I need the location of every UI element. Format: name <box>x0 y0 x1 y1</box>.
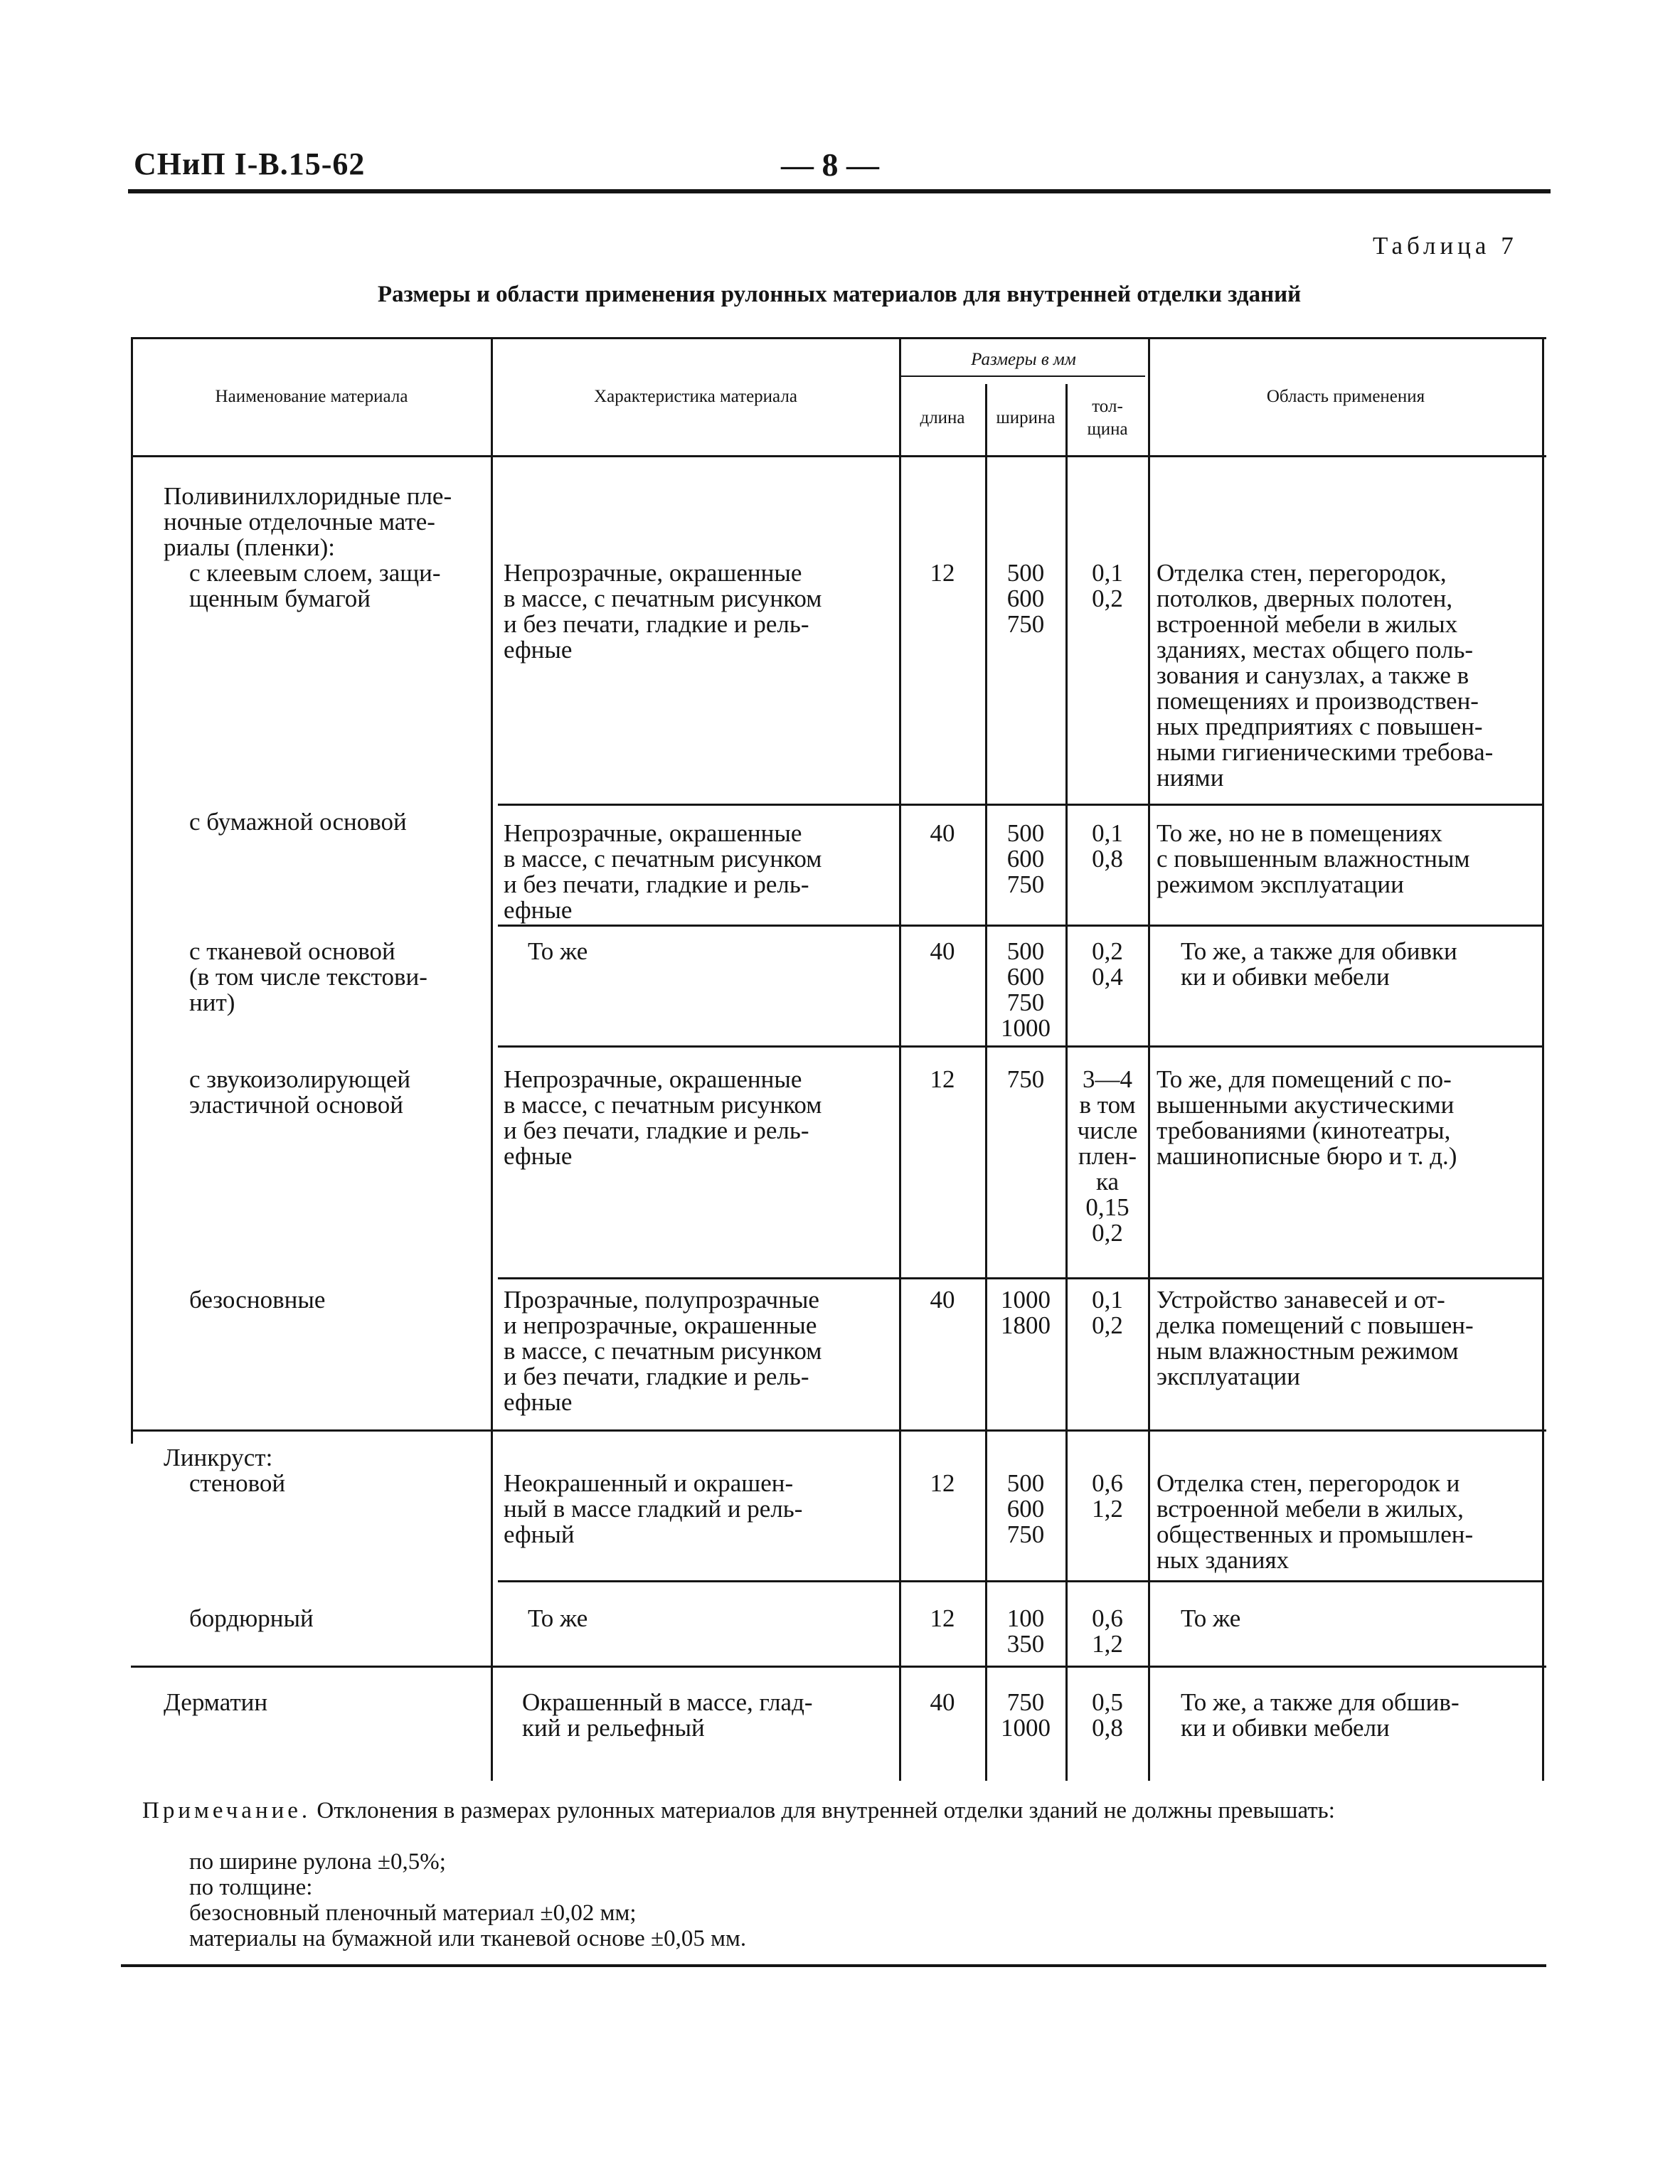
length-value: 12 <box>930 559 955 587</box>
application-text: Устройство занавесей и от- делка помещений с повышен- ным влажностным режимом эксплуатации <box>1157 1286 1474 1390</box>
table-title: Размеры и области применения рулонных материалов для внутренней отделки зданий <box>377 282 1302 307</box>
group-separator <box>131 1666 1546 1668</box>
thickness-value: 0,6 1,2 <box>1092 1604 1123 1658</box>
material-name: с клеевым слоем, защи- щенным бумагой <box>189 559 441 612</box>
material-characteristic: Непрозрачные, окрашенные в массе, с печатным рисунком и без печати, гладкие и рель- ефные <box>504 819 822 924</box>
length-value: 12 <box>930 1469 955 1497</box>
application-text: То же, а также для обшив- ки и обивки мебели <box>1181 1688 1460 1742</box>
length-value: 12 <box>930 1065 955 1093</box>
thickness-value: 0,2 0,4 <box>1092 937 1123 991</box>
header-rule <box>128 189 1551 193</box>
col-divider-4 <box>1065 384 1068 1781</box>
width-value: 500 600 750 1000 <box>1001 937 1051 1042</box>
col-divider-1 <box>491 337 493 1781</box>
material-characteristic: Неокрашенный и окрашен- ный в массе гладкий и рель- ефный <box>504 1469 803 1548</box>
material-characteristic: То же <box>528 937 588 965</box>
col-header-width: ширина <box>996 408 1056 427</box>
col-header-name: Наименование материала <box>215 387 408 406</box>
thickness-value: 0,1 0,2 <box>1092 1286 1123 1339</box>
length-value: 12 <box>930 1604 955 1632</box>
row-separator <box>498 1580 1542 1582</box>
left-border <box>131 337 133 1444</box>
page-number: — 8 — <box>781 147 879 183</box>
application-text: То же, для помещений с по- вышенными акустическими требованиями (кинотеатры, машинописные бюро и т. д.) <box>1157 1065 1457 1170</box>
col-header-sizes: Размеры в мм <box>971 350 1076 369</box>
col-header-length: длина <box>920 408 965 427</box>
thickness-value: 3—4 в том числе плен- ка 0,15 0,2 <box>1077 1065 1138 1247</box>
material-characteristic: Прозрачные, полупрозрачные и непрозрачные, окрашенные в массе, с печатным рисунком и без печати, гладкие и рель- ефные <box>504 1286 822 1416</box>
material-characteristic: Непрозрачные, окрашенные в массе, с печатным рисунком и без печати, гладкие и рель- ефные <box>504 1065 822 1170</box>
material-name: стеновой <box>189 1469 286 1497</box>
material-characteristic: То же <box>528 1604 588 1632</box>
material-name: с бумажной основой <box>189 808 407 836</box>
col-header-thickness: тол- щина <box>1087 397 1128 439</box>
width-value: 500 600 750 <box>1006 559 1045 638</box>
width-value: 500 600 750 <box>1006 819 1045 898</box>
group-separator <box>131 1429 1546 1432</box>
table-number: Таблица 7 <box>1373 232 1518 260</box>
material-characteristic: Окрашенный в массе, глад- кий и рельефный <box>522 1688 813 1742</box>
table-top-border <box>131 337 1546 339</box>
thickness-value: 0,1 0,8 <box>1092 819 1123 873</box>
document-code: СНиП I-В.15-62 <box>134 147 366 181</box>
col-divider-5 <box>1148 337 1150 1781</box>
length-value: 40 <box>930 937 955 965</box>
table-note <box>142 1798 1536 1823</box>
thickness-value: 0,5 0,8 <box>1092 1688 1123 1742</box>
col-divider-3 <box>985 384 987 1781</box>
application-text: То же, но не в помещениях с повышенным влажностным режимом эксплуатации <box>1157 819 1470 898</box>
sizes-group-rule <box>899 375 1145 377</box>
group-title-pvc: Поливинилхлоридные пле- ночные отделочные мате- риалы (пленки): <box>164 482 452 561</box>
material-name: Дерматин <box>164 1688 268 1716</box>
width-value: 1000 1800 <box>1001 1286 1051 1339</box>
thickness-value: 0,1 0,2 <box>1092 559 1123 612</box>
width-value: 500 600 750 <box>1006 1469 1045 1548</box>
material-name: с звукоизолирующей эластичной основой <box>189 1065 411 1119</box>
width-value: 100 350 <box>1006 1604 1045 1658</box>
application-text: То же <box>1181 1604 1241 1632</box>
row-separator <box>498 925 1542 927</box>
col-header-application: Область применения <box>1266 387 1425 406</box>
application-text: Отделка стен, перегородок и встроенной мебели в жилых, общественных и промышлен- ных зданиях <box>1157 1469 1474 1574</box>
application-text: Отделка стен, перегородок, потолков, дверных полотен, встроенной мебели в жилых зданиях, местах общего поль- зования и санузлах, а также в помещениях и производствен- ных предприятиях с повышен- ными гигиеническими требова- ниями <box>1157 559 1494 792</box>
note-text: Отклонения в размерах рулонных материалов для внутренней отделки зданий не должны превышать: <box>317 1798 1335 1823</box>
note-tolerances: по ширине рулона ±0,5%; по толщине: безосновный пленочный материал ±0,02 мм; материалы на бумажной или тканевой основе ±0,05 мм. <box>189 1849 747 1951</box>
row-separator <box>498 804 1542 806</box>
note-label: Примечание. <box>142 1798 312 1823</box>
length-value: 40 <box>930 1286 955 1314</box>
length-value: 40 <box>930 1688 955 1716</box>
row-separator <box>498 1045 1542 1048</box>
material-name: с тканевой основой (в том числе текстови- нит) <box>189 937 427 1016</box>
right-border <box>1542 337 1544 1781</box>
material-name: бордюрный <box>189 1604 314 1632</box>
material-characteristic: Непрозрачные, окрашенные в массе, с печатным рисунком и без печати, гладкие и рель- ефные <box>504 559 822 664</box>
material-name: безосновные <box>189 1286 326 1314</box>
width-value: 750 <box>1006 1065 1045 1093</box>
width-value: 750 1000 <box>1001 1688 1051 1742</box>
row-separator <box>498 1277 1542 1279</box>
header-bottom-border <box>131 455 1546 457</box>
group-title-lincrust: Линкруст: <box>164 1444 273 1471</box>
length-value: 40 <box>930 819 955 847</box>
col-header-characteristic: Характеристика материала <box>594 387 797 406</box>
page-bottom-rule <box>121 1964 1546 1967</box>
application-text: То же, а также для обивки ки и обивки мебели <box>1181 937 1457 991</box>
col-divider-2 <box>899 337 901 1781</box>
thickness-value: 0,6 1,2 <box>1092 1469 1123 1523</box>
